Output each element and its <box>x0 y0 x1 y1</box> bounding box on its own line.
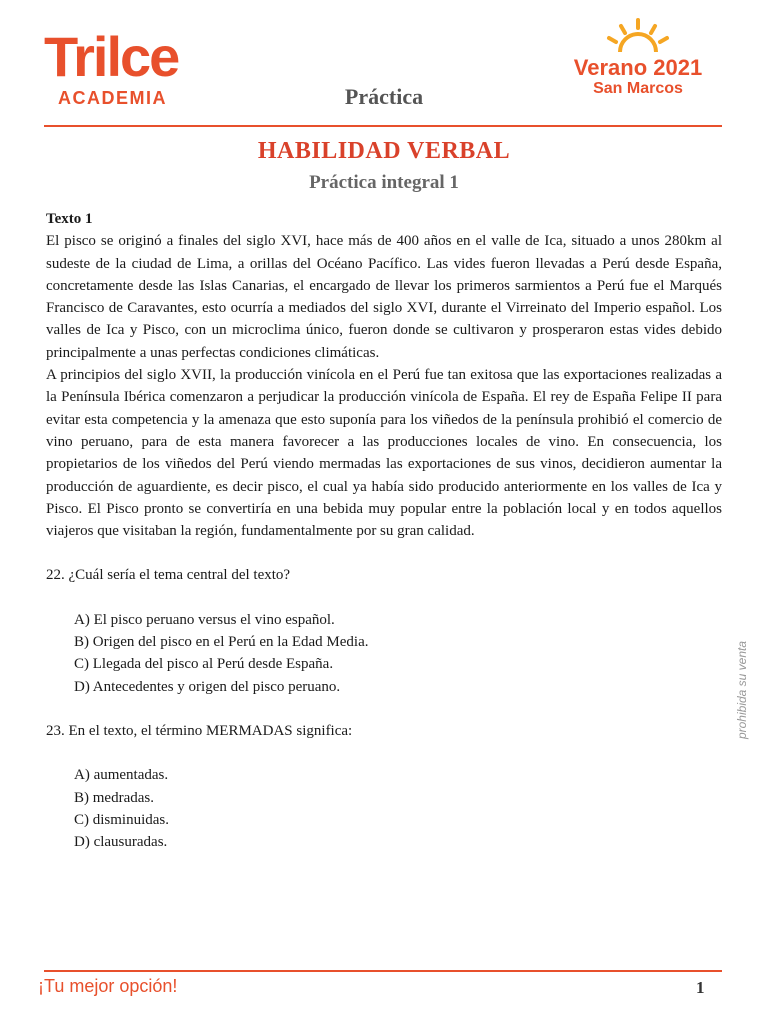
badge-title: Verano 2021 <box>573 55 703 80</box>
answer-option: B) Origen del pisco en el Perú en la Edad Media. <box>74 634 369 651</box>
answer-option: B) medradas. <box>74 789 154 806</box>
answer-options <box>46 764 722 853</box>
side-watermark: prohibida su venta <box>735 640 749 740</box>
badge-subtitle: San Marcos <box>593 80 683 97</box>
page-number: 1 <box>696 978 705 997</box>
section-title: Práctica <box>344 84 424 109</box>
answer-option: D) Antecedentes y origen del pisco peruano. <box>74 678 341 695</box>
question-22 <box>46 564 722 697</box>
text-heading: Texto 1 <box>46 211 93 227</box>
logo-wordmark: Trilce <box>44 25 179 88</box>
logo-subtitle: ACADEMIA <box>58 88 167 108</box>
answer-option: D) clausuradas. <box>74 834 168 851</box>
answer-option: A) aumentadas. <box>74 767 169 784</box>
answer-option: A) El pisco peruano versus el vino español. <box>74 611 335 628</box>
paragraph: El pisco se originó a finales del siglo XVI, hace más de 400 años en el valle de Ica, situado a unos 280km al sudeste de la ciudad de Lima, a orillas del Océano Pacífico. Las vides fueron llevadas a Perú desde España, concretamente desde las Islas Canarias, el encargado de llevar los primeros sarmientos a Perú fue el Marqués Francisco de Caravantes, esto ocurría a mediados del siglo XVI, durante el Virreinato del Imperio español. Los valles de Ica y Pisco, con un microclima único, fueron donde se cultivaron y prosperaron estas vides debido principalmente a unas perfectas condiciones climáticas. <box>46 233 722 361</box>
document-body <box>46 208 722 853</box>
question-23 <box>46 720 722 853</box>
header-divider <box>44 125 722 127</box>
sun-icon <box>603 18 673 54</box>
paragraph: A principios del siglo XVII, la producción vinícola en el Perú fue tan exitosa que las exportaciones realizadas a la Península Ibérica comenzaron a perjudicar la producción vinícola de España. El rey de España Felipe II para evitar esta competencia y la amenaza que esto suponía para los viñedos de la península prohibió el comercio de vino peruano, para de esta manera favorecer a las producciones locales de vino. En consecuencia, los propietarios de los viñedos del Perú viendo mermadas las exportaciones de sus vinos, decidieron aumentar la producción de aguardiente, es decir pisco, el cual ya había sido producido anteriormente en los valles de Ica y Pisco. El Pisco pronto se convertiría en una bebida muy popular entre la población local y en todos aquellos viajeros que visitaban la región, fundamentalmente por su gran calidad. <box>46 367 722 540</box>
document-title: HABILIDAD VERBAL <box>257 138 511 164</box>
answer-options <box>46 609 722 698</box>
verano-badge <box>568 18 708 98</box>
answer-option: C) Llegada del pisco al Perú desde España. <box>74 656 334 673</box>
footer-divider <box>44 970 722 972</box>
question-stem: 22. ¿Cuál sería el tema central del texto? <box>46 567 291 584</box>
document-subtitle: Práctica integral 1 <box>309 172 459 193</box>
answer-option: C) disminuidas. <box>74 811 170 828</box>
footer-slogan: ¡Tu mejor opción! <box>38 976 178 996</box>
question-stem: 23. En el texto, el término MERMADAS significa: <box>46 722 353 739</box>
